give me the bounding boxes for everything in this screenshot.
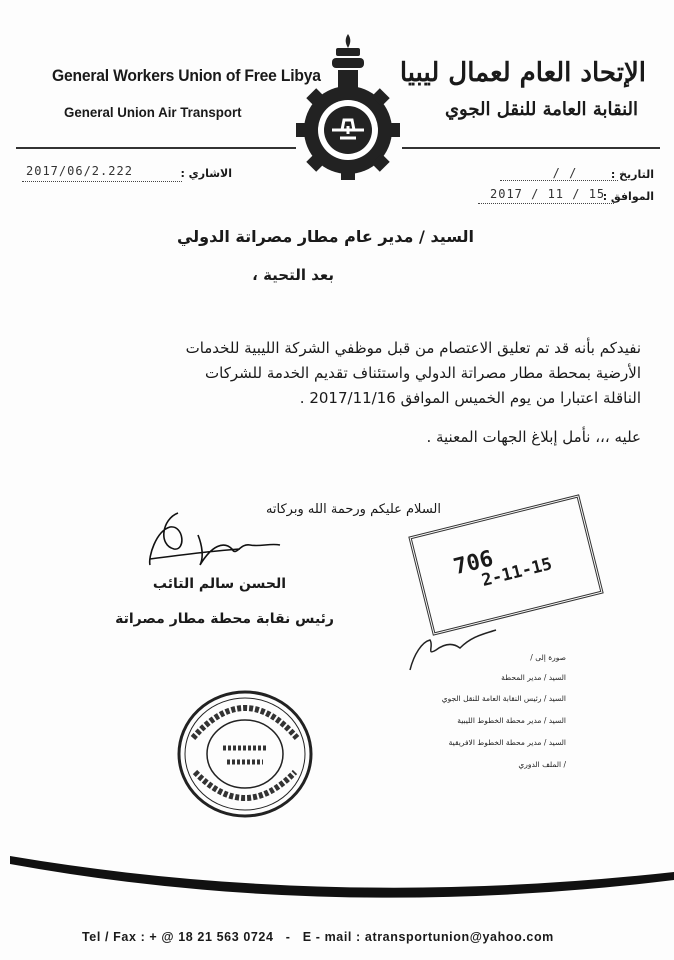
- greeting: بعد التحية ،: [252, 266, 334, 284]
- letter-body: [41, 336, 641, 411]
- closing-salutation: السلام عليكم ورحمة الله وبركاته: [265, 502, 441, 517]
- signatory-title: رئيس نقابة محطة مطار مصراتة: [115, 611, 334, 627]
- addressee-line: [177, 227, 474, 246]
- date-underline: [500, 180, 618, 181]
- corresponding-date-label: الموافق :: [602, 190, 654, 203]
- body-line: الأرضية بمحطة مطار مصراتة الدولي واستئناف تقديم الخدمة للشركات: [205, 364, 641, 382]
- stamp-date: 2-11-15: [479, 554, 555, 591]
- stamp-number: 706: [451, 546, 496, 581]
- stamp-initials-drawing: [400, 600, 520, 675]
- copies-item: السيد / مدير المحطة: [501, 673, 566, 682]
- date-label: التاريخ :: [610, 168, 654, 181]
- copies-item: السيد / مدير محطة الخطوط الليبية: [457, 716, 566, 725]
- reference-label: الاشاري :: [180, 167, 232, 180]
- header-english-title: General Workers Union of Free Libya: [52, 66, 321, 85]
- union-logo: [296, 30, 400, 180]
- header-rule-right: [402, 147, 660, 149]
- reference-underline: [22, 181, 182, 182]
- copies-item: / الملف الدوري: [518, 760, 566, 769]
- addressee-prefix: السيد /: [419, 227, 474, 246]
- copies-item: السيد / رئيس النقابة العامة للنقل الجوي: [441, 694, 566, 703]
- copies-item: السيد / مدير محطة الخطوط الافريقية: [448, 738, 566, 747]
- reference-value: 2017/06/2.222: [26, 164, 133, 178]
- body-line: الناقلة اعتبارا من يوم الخميس الموافق 2017/11/16 .: [299, 389, 641, 407]
- copies-header: صورة إلى /: [530, 653, 566, 662]
- corresponding-underline: [478, 203, 614, 204]
- header-arabic-subtitle: النقابة العامة للنقل الجوي: [444, 99, 638, 120]
- signature-drawing: [140, 505, 290, 580]
- letter-request: عليه ،،، نأمل إبلاغ الجهات المعنية .: [426, 428, 641, 446]
- addressee-name: مدير عام مطار مصراتة الدولي: [176, 227, 414, 246]
- corresponding-date-value: 2017 / 11 / 15: [490, 187, 606, 201]
- header-arabic-title: الإتحاد العام لعمال ليبيا: [399, 58, 646, 88]
- header-rule-left: [16, 147, 296, 149]
- footer-swoosh: [0, 850, 674, 910]
- header-english-subtitle: General Union Air Transport: [64, 104, 242, 120]
- date-value: / /: [552, 166, 578, 180]
- footer-contact: Tel / Fax : + @ 18 21 563 0724 - E - mail : atransportunion@yahoo.com: [82, 930, 554, 944]
- body-line: نفيدكم بأنه قد تم تعليق الاعتصام من قبل موظفي الشركة الليبية للخدمات: [185, 339, 641, 357]
- signatory-name: الحسن سالم التائب: [152, 576, 286, 592]
- round-seal: [175, 688, 315, 820]
